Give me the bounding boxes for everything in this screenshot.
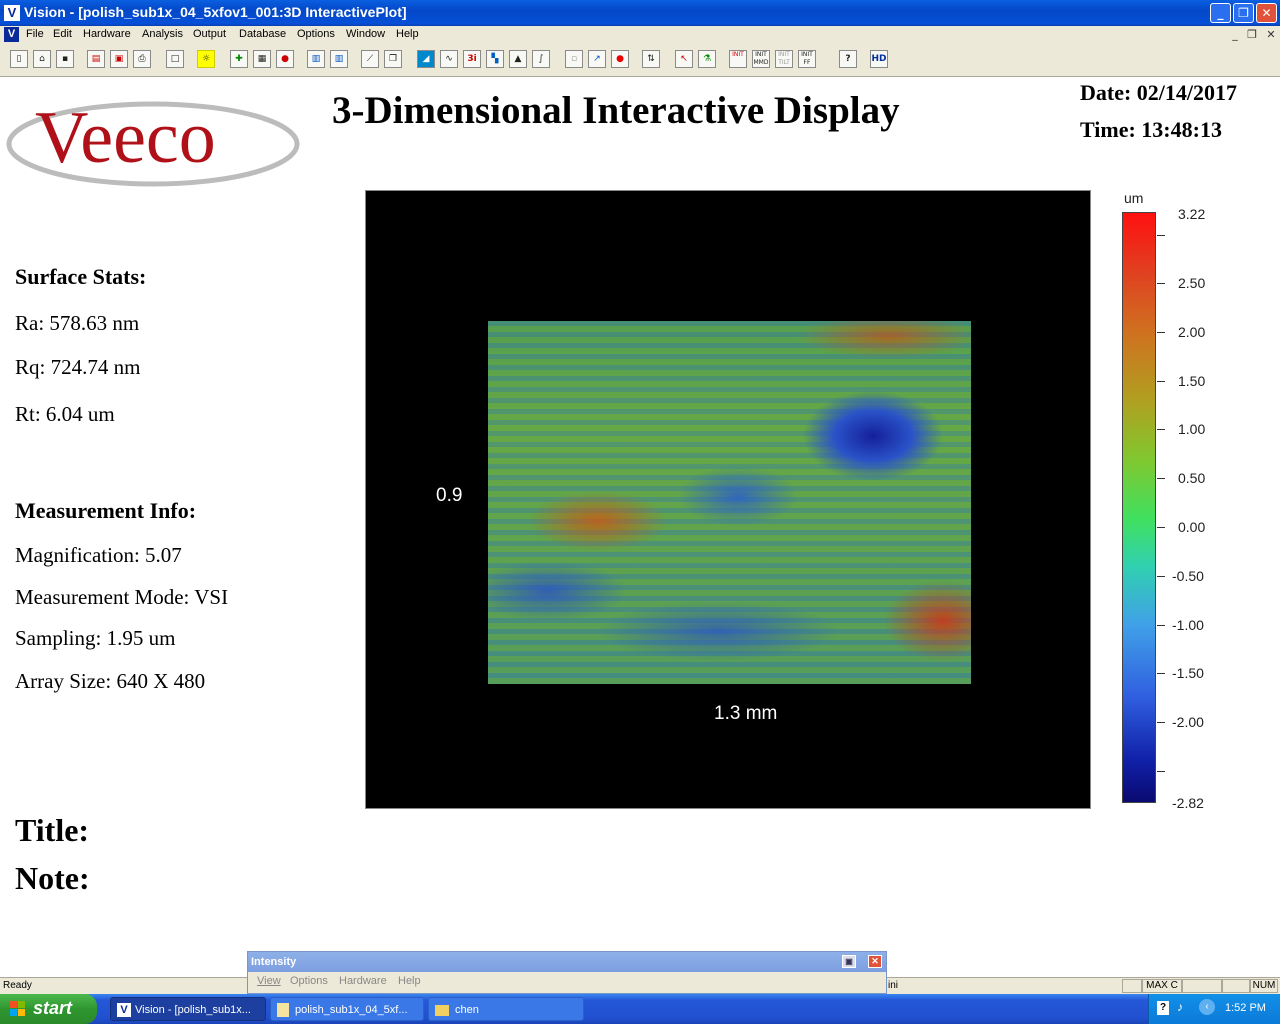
report-date: Date: 02/14/2017 [1080, 80, 1238, 105]
color-map-icon[interactable]: ✚ [230, 50, 248, 68]
sampling: Sampling: 1.95 um [15, 626, 176, 650]
title-label: Title: [15, 812, 90, 848]
intensity-menu-options[interactable]: Options [290, 975, 328, 987]
stat-ra: Ra: 578.63 nm [15, 311, 140, 335]
copy-icon[interactable]: ❐ [384, 50, 402, 68]
colorbar-min-label: -2.82 [1172, 795, 1204, 811]
stat-rt: Rt: 6.04 um [15, 402, 115, 426]
window-title: Vision - [polish_sub1x_04_5xfov1_001:3D InteractivePlot] [24, 4, 407, 20]
menu-output[interactable]: Output [193, 28, 227, 40]
init-mmd-icon[interactable]: INIT MMD [753, 51, 769, 66]
veeco-logo [5, 86, 305, 190]
measure-icon[interactable]: ⟋ [361, 50, 379, 68]
status-panel-blank-2 [1222, 979, 1250, 993]
task-vision[interactable] [110, 997, 266, 1021]
page-title: 3-Dimensional Interactive Display [332, 89, 900, 132]
colorbar-tick-label: 1.50 [1178, 373, 1206, 389]
mask-icon[interactable]: ▦ [253, 50, 271, 68]
windows-logo-icon [10, 1001, 26, 1017]
show-hidden-icons-icon[interactable]: ‹ [1199, 999, 1215, 1015]
colorbar-minor-tick [1157, 235, 1165, 236]
open-folder-icon[interactable]: ⌂ [33, 50, 51, 68]
filter-icon[interactable]: ▫ [565, 50, 583, 68]
colorbar-tick-label: -2.00 [1172, 714, 1204, 730]
window-title-bar[interactable] [0, 0, 1280, 26]
menu-database[interactable]: Database [239, 28, 287, 40]
report-time: Time: 13:48:13 [1080, 117, 1222, 142]
array-size: Array Size: 640 X 480 [15, 669, 206, 693]
menu-help[interactable]: Help [396, 28, 419, 40]
vision-app-icon: V [117, 1003, 131, 1017]
note-label: Note: [15, 860, 90, 896]
colorbar-tick [1157, 576, 1165, 577]
document-icon [277, 1003, 289, 1017]
menu-file[interactable]: File [26, 28, 44, 40]
curve-icon[interactable]: ∫ [532, 50, 550, 68]
init-tilt-icon[interactable]: INIT TILT [775, 50, 793, 68]
surface-map[interactable] [488, 321, 971, 684]
close-icon[interactable]: ✕ [1256, 3, 1277, 23]
colorbar-minor-tick [1157, 771, 1165, 772]
colorbar-tick-label: 1.00 [1178, 421, 1206, 437]
start-button[interactable] [0, 994, 97, 1024]
status-panel-maxc: MAX C [1142, 979, 1182, 993]
mdi-close-icon[interactable]: ✕ [1266, 28, 1276, 41]
speaker-icon[interactable]: ♪ [1177, 1000, 1183, 1014]
print-setup-icon[interactable]: ▤ [87, 50, 105, 68]
colorbar-tick-label: -0.50 [1172, 568, 1204, 584]
save-icon[interactable]: ▪ [56, 50, 74, 68]
menu-bar [0, 26, 1280, 44]
status-trailing-text: ini [888, 980, 899, 991]
status-panel-empty [1122, 979, 1142, 993]
close-icon[interactable]: ✕ [868, 955, 882, 968]
logo-text: Veeco [35, 97, 216, 179]
scan-icon[interactable]: ⇅ [642, 50, 660, 68]
intensity-title-bar[interactable] [248, 952, 886, 972]
task-document-label: polish_sub1x_04_5xf... [295, 1004, 408, 1016]
stat-rq: Rq: 724.74 nm [15, 355, 141, 379]
page-icon[interactable]: □ [166, 50, 184, 68]
task-folder[interactable] [428, 997, 584, 1021]
colorbar-tick [1157, 527, 1165, 528]
pin-icon[interactable]: ▣ [842, 955, 856, 968]
intensity-menu-help[interactable]: Help [398, 975, 421, 987]
measurement-mode: Measurement Mode: VSI [15, 585, 229, 609]
colorbar-tick [1157, 381, 1165, 382]
three-d-icon[interactable]: 3i [463, 50, 481, 68]
colorbar-tick-label: 2.00 [1178, 324, 1206, 340]
task-vision-label: Vision - [polish_sub1x... [135, 1004, 251, 1016]
y-extent-label: 0.9 [436, 485, 463, 506]
stats-icon[interactable]: ⚗ [698, 50, 716, 68]
magnification: Magnification: 5.07 [15, 543, 182, 567]
intensity-menu-view[interactable]: View [257, 975, 281, 987]
help-tray-icon[interactable]: ? [1157, 1001, 1169, 1015]
colorbar-max-label: 3.22 [1178, 206, 1206, 222]
toolbar [0, 44, 1280, 77]
restore-icon[interactable]: ❐ [1233, 3, 1254, 23]
init-ff-icon[interactable]: INIT FF [798, 50, 816, 68]
colorbar-tick [1157, 478, 1165, 479]
init-icon[interactable]: INIT [729, 50, 747, 68]
colorbar-tick-label: 0.50 [1178, 470, 1206, 486]
colorbar-tick [1157, 332, 1165, 333]
menu-window[interactable]: Window [346, 28, 386, 40]
hd-icon[interactable]: HD [870, 50, 888, 68]
colorbar-tick-label: 0.00 [1178, 519, 1206, 535]
start-label: start [33, 998, 73, 1018]
measurement-info-heading: Measurement Info: [15, 498, 197, 523]
contour-icon[interactable]: ◢ [417, 50, 435, 68]
system-tray [1148, 994, 1280, 1024]
save-as-icon[interactable]: ▣ [110, 50, 128, 68]
intensity-title: Intensity [251, 956, 297, 968]
histogram-icon[interactable]: ▚ [486, 50, 504, 68]
peak-icon[interactable]: ▲ [509, 50, 527, 68]
plot-3d-view[interactable] [365, 190, 1091, 809]
taskbar [0, 994, 1280, 1024]
new-file-icon[interactable]: ▯ [10, 50, 28, 68]
report-icon[interactable]: ▥ [307, 50, 325, 68]
print-icon[interactable]: ⎙ [133, 50, 151, 68]
profile-icon[interactable]: ∿ [440, 50, 458, 68]
clock[interactable]: 1:52 PM [1225, 1002, 1266, 1014]
folder-icon [435, 1005, 449, 1016]
colorbar-tick-label: -1.00 [1172, 617, 1204, 633]
help-icon[interactable]: ? [839, 50, 857, 68]
colorbar-unit: um [1124, 190, 1144, 206]
light-icon[interactable]: ☼ [197, 50, 215, 68]
status-panel-blank [1182, 979, 1222, 993]
task-folder-label: chen [455, 1004, 479, 1016]
x-extent-label: 1.3 mm [714, 703, 778, 724]
record-icon[interactable]: ● [611, 50, 629, 68]
task-document[interactable] [270, 997, 424, 1021]
menu-analysis[interactable]: Analysis [142, 28, 183, 40]
report-2-icon[interactable]: ▥ [330, 50, 348, 68]
palette-icon[interactable]: ● [276, 50, 294, 68]
colorbar-tick [1157, 283, 1165, 284]
intensity-window[interactable] [247, 951, 887, 994]
cursor-icon[interactable]: ↖ [675, 50, 693, 68]
mdi-restore-icon[interactable]: ❐ [1247, 28, 1257, 41]
surface-stats-heading: Surface Stats: [15, 264, 147, 289]
colorbar-tick-label: 2.50 [1178, 275, 1206, 291]
status-panel-num: NUM [1250, 979, 1278, 993]
menu-options[interactable]: Options [297, 28, 335, 40]
colorbar [1122, 212, 1156, 803]
status-text: Ready [3, 980, 32, 991]
mdi-minimize-icon[interactable]: _ [1232, 28, 1238, 41]
colorbar-tick [1157, 429, 1165, 430]
colorbar-tick [1157, 625, 1165, 626]
mdi-doc-icon[interactable]: V [4, 27, 19, 42]
menu-hardware[interactable]: Hardware [83, 28, 131, 40]
menu-edit[interactable]: Edit [53, 28, 72, 40]
colorbar-tick [1157, 722, 1165, 723]
colorbar-tick-label: -1.50 [1172, 665, 1204, 681]
tilt-icon[interactable]: ↗ [588, 50, 606, 68]
intensity-menu-hardware[interactable]: Hardware [339, 975, 387, 987]
app-icon[interactable]: V [4, 5, 20, 21]
minimize-icon[interactable]: _ [1210, 3, 1231, 23]
colorbar-tick [1157, 673, 1165, 674]
